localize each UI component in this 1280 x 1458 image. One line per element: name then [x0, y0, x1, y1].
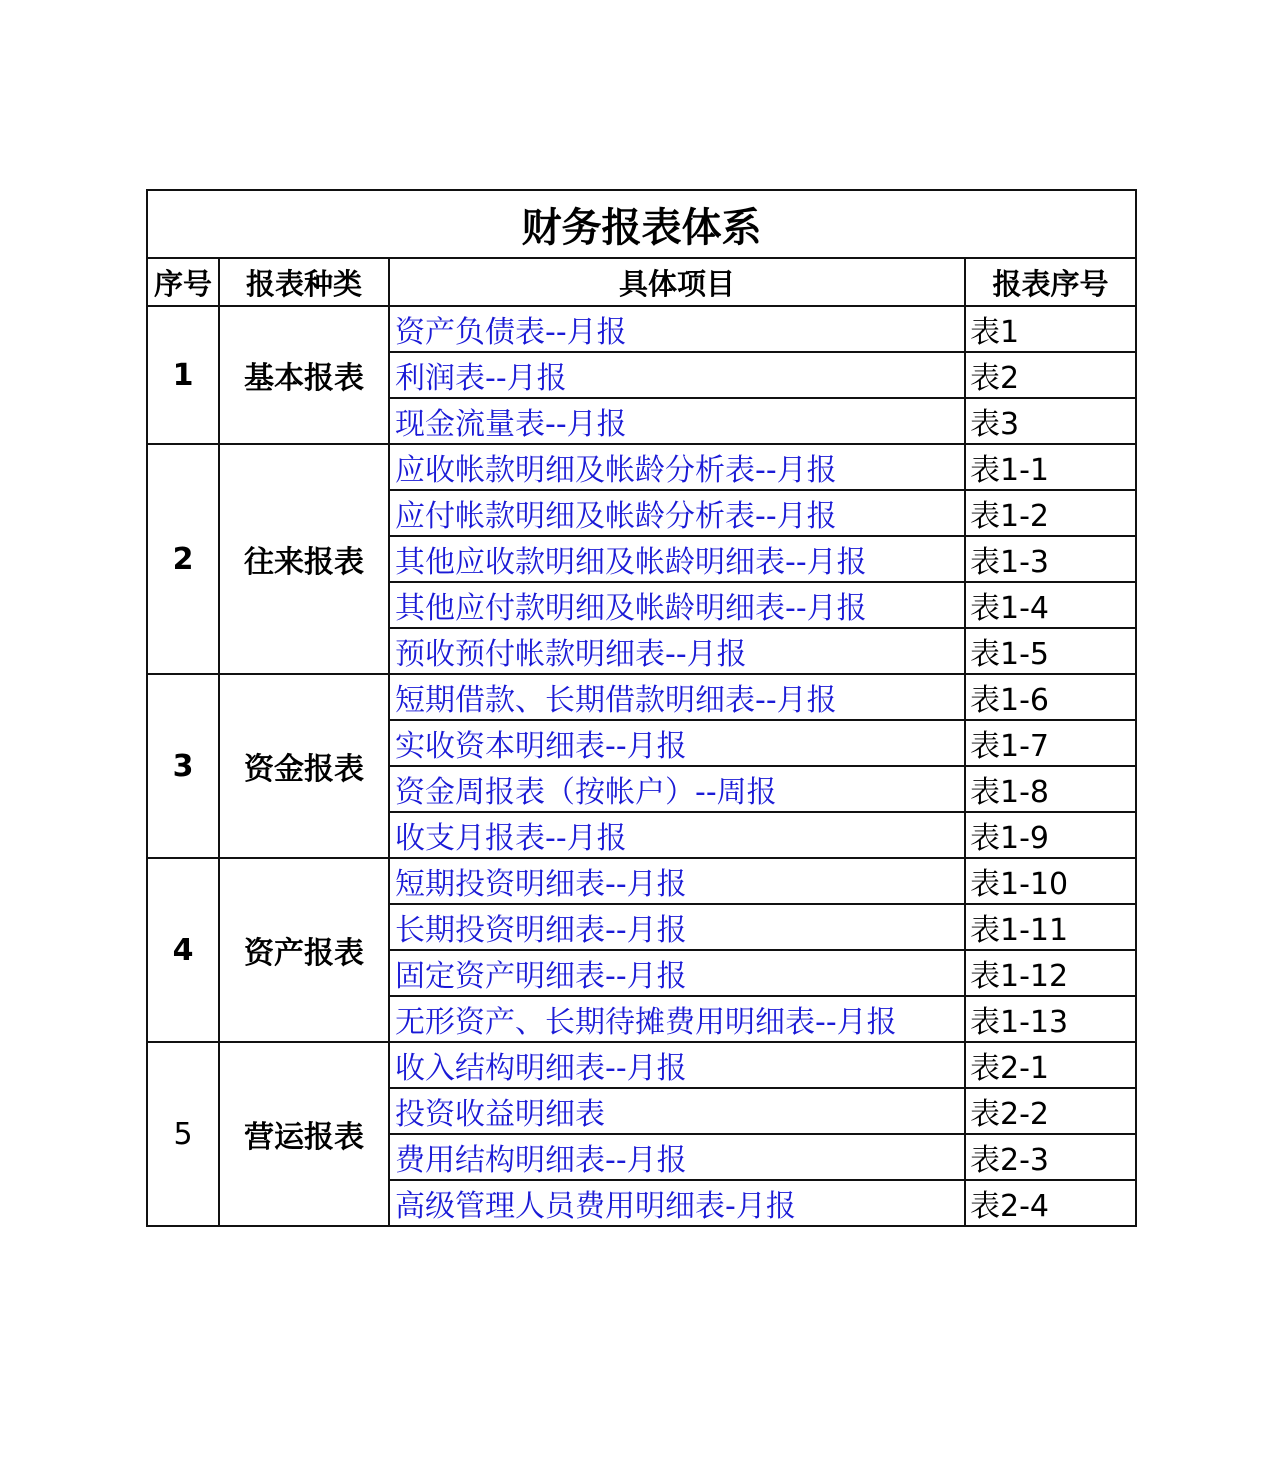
report-item-link[interactable]: 投资收益明细表: [389, 1088, 965, 1134]
table-row: [147, 858, 1136, 904]
report-item-link[interactable]: 资金周报表（按帐户）--周报: [389, 766, 965, 812]
header-no: 序号: [147, 258, 219, 306]
group-category: 资产报表: [219, 858, 389, 1042]
report-item-link[interactable]: 收支月报表--月报: [389, 812, 965, 858]
group-category: 营运报表: [219, 1042, 389, 1226]
table-row: [147, 306, 1136, 352]
report-ref: 表1-4: [965, 582, 1136, 628]
report-ref: 表1-2: [965, 490, 1136, 536]
header-item: 具体项目: [389, 258, 965, 306]
report-sheet: [146, 189, 1135, 1227]
report-ref: 表2-1: [965, 1042, 1136, 1088]
report-item-link[interactable]: 资产负债表--月报: [389, 306, 965, 352]
report-item-link[interactable]: 无形资产、长期待摊费用明细表--月报: [389, 996, 965, 1042]
report-ref: 表1-1: [965, 444, 1136, 490]
report-item-link[interactable]: 固定资产明细表--月报: [389, 950, 965, 996]
report-body: [147, 306, 1136, 1226]
report-item-link[interactable]: 其他应付款明细及帐龄明细表--月报: [389, 582, 965, 628]
group-category: 基本报表: [219, 306, 389, 444]
report-ref: 表2: [965, 352, 1136, 398]
report-item-link[interactable]: 短期投资明细表--月报: [389, 858, 965, 904]
report-item-link[interactable]: 应付帐款明细及帐龄分析表--月报: [389, 490, 965, 536]
report-ref: 表1-3: [965, 536, 1136, 582]
report-ref: 表1-12: [965, 950, 1136, 996]
report-ref: 表2-2: [965, 1088, 1136, 1134]
report-ref: 表1-7: [965, 720, 1136, 766]
report-item-link[interactable]: 费用结构明细表--月报: [389, 1134, 965, 1180]
report-ref: 表1-6: [965, 674, 1136, 720]
financial-report-table: [146, 189, 1137, 1227]
report-item-link[interactable]: 长期投资明细表--月报: [389, 904, 965, 950]
header-ref: 报表序号: [965, 258, 1136, 306]
report-item-link[interactable]: 利润表--月报: [389, 352, 965, 398]
group-number: 5: [147, 1042, 219, 1226]
group-category: 资金报表: [219, 674, 389, 858]
group-number: 4: [147, 858, 219, 1042]
table-row: [147, 674, 1136, 720]
report-ref: 表1-11: [965, 904, 1136, 950]
report-ref: 表2-4: [965, 1180, 1136, 1226]
report-ref: 表1-13: [965, 996, 1136, 1042]
group-number: 2: [147, 444, 219, 674]
header-category: 报表种类: [219, 258, 389, 306]
report-ref: 表2-3: [965, 1134, 1136, 1180]
report-ref: 表1-9: [965, 812, 1136, 858]
report-ref: 表3: [965, 398, 1136, 444]
report-item-link[interactable]: 收入结构明细表--月报: [389, 1042, 965, 1088]
report-ref: 表1: [965, 306, 1136, 352]
group-number: 3: [147, 674, 219, 858]
report-item-link[interactable]: 应收帐款明细及帐龄分析表--月报: [389, 444, 965, 490]
report-item-link[interactable]: 现金流量表--月报: [389, 398, 965, 444]
report-item-link[interactable]: 其他应收款明细及帐龄明细表--月报: [389, 536, 965, 582]
table-row: [147, 444, 1136, 490]
report-ref: 表1-8: [965, 766, 1136, 812]
report-ref: 表1-10: [965, 858, 1136, 904]
report-item-link[interactable]: 短期借款、长期借款明细表--月报: [389, 674, 965, 720]
report-item-link[interactable]: 实收资本明细表--月报: [389, 720, 965, 766]
table-row: [147, 1042, 1136, 1088]
report-item-link[interactable]: 高级管理人员费用明细表-月报: [389, 1180, 965, 1226]
report-ref: 表1-5: [965, 628, 1136, 674]
group-category: 往来报表: [219, 444, 389, 674]
table-title: 财务报表体系: [147, 190, 1136, 258]
group-number: 1: [147, 306, 219, 444]
report-item-link[interactable]: 预收预付帐款明细表--月报: [389, 628, 965, 674]
